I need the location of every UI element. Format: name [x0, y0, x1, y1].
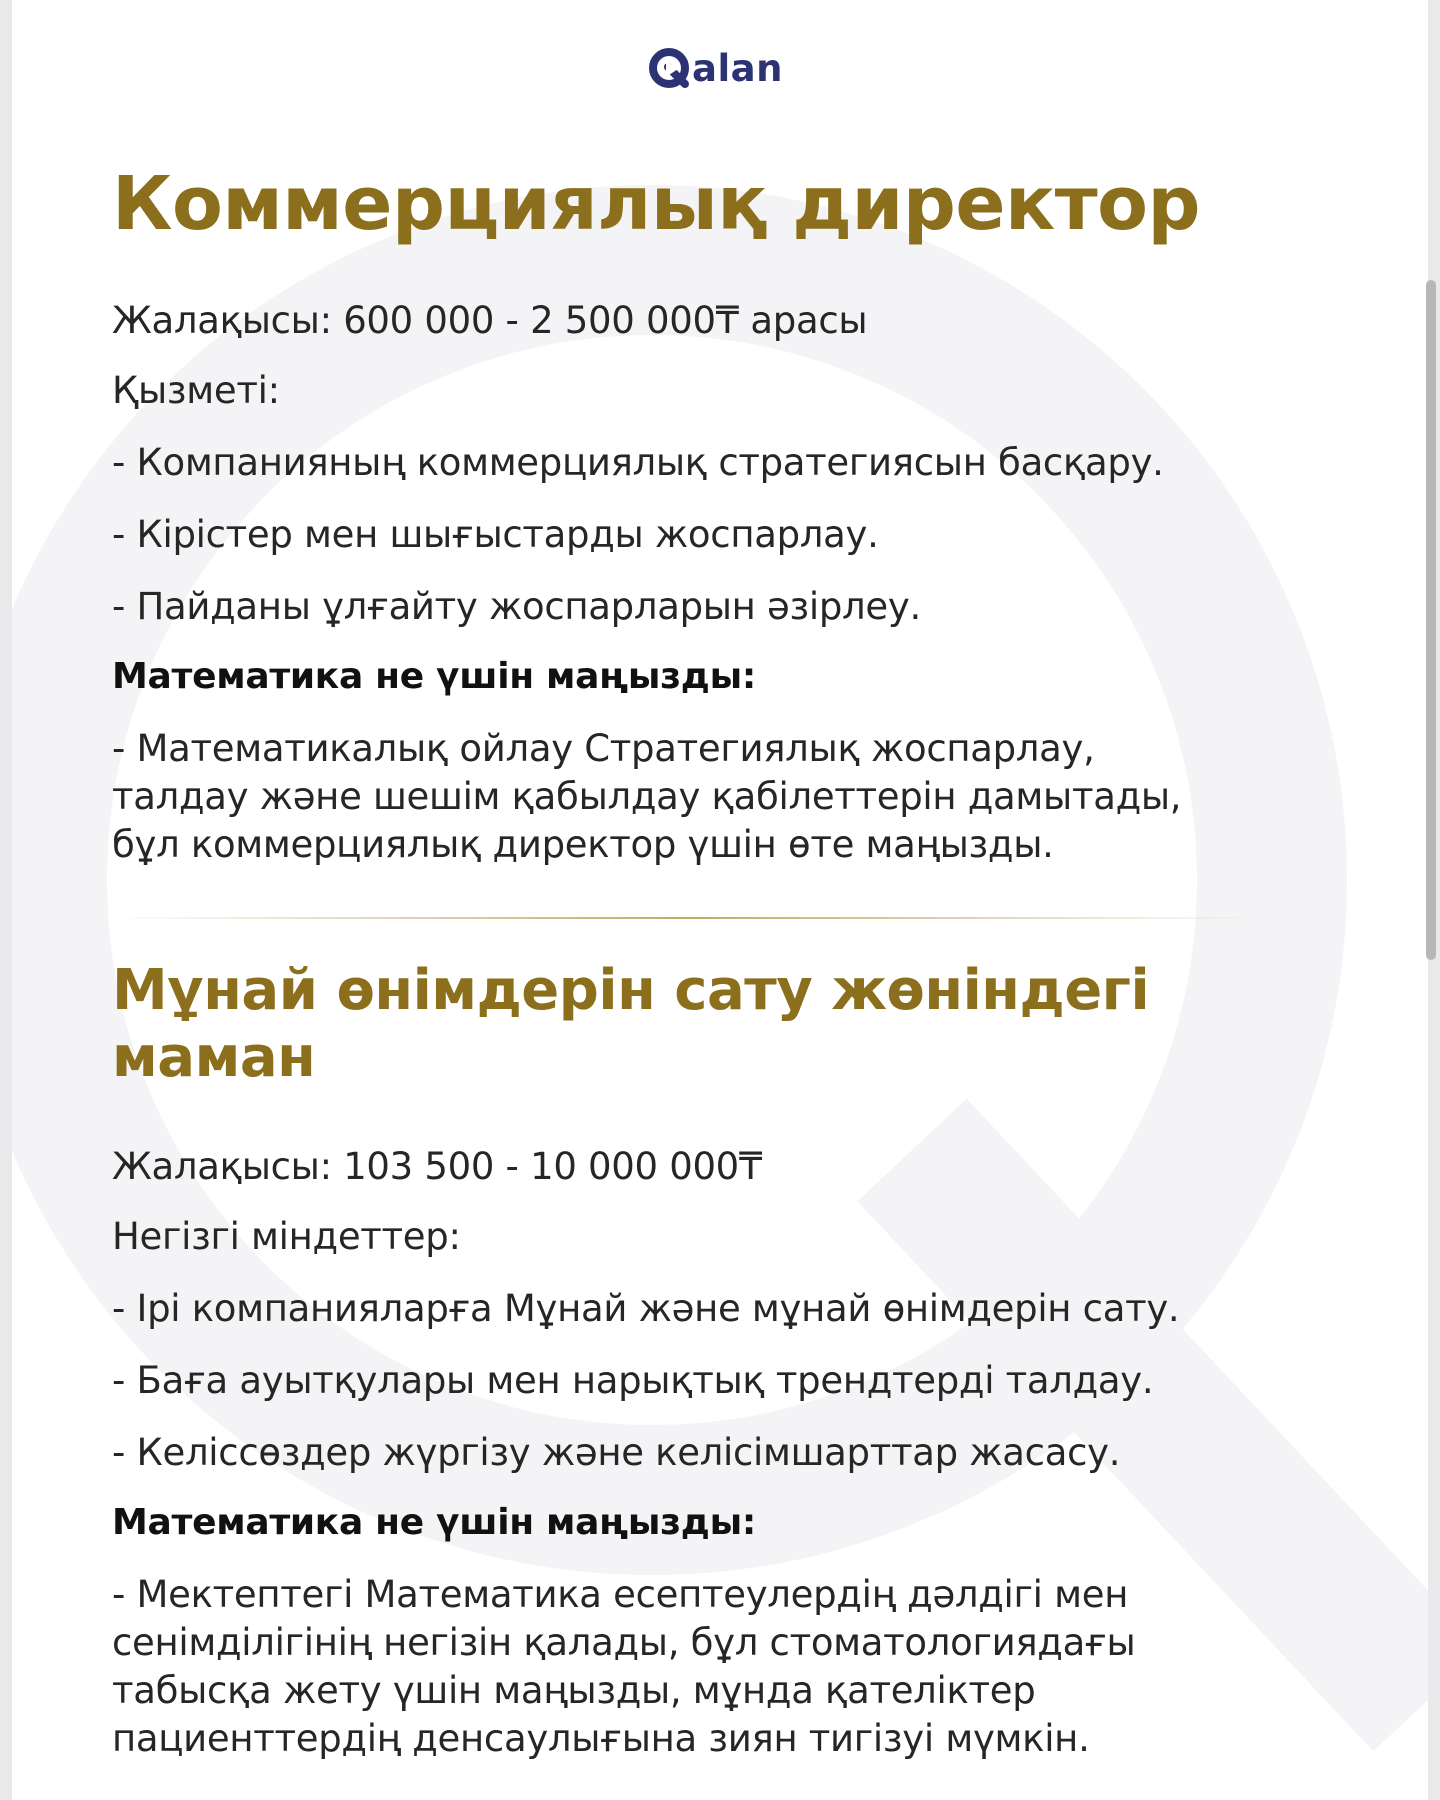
vertical-scrollbar[interactable] — [1426, 280, 1436, 960]
section1-duty-item: - Компанияның коммерциялық стратегиясын басқару. — [112, 440, 1164, 484]
section2-math-line: пациенттердің денсаулығына зиян тигізуі мүмкін. — [112, 1717, 1090, 1761]
section1-math-heading: Математика не үшін маңызды: — [112, 655, 756, 697]
section2-math-line: сенімділігінің негізін қалады, бұл стоматологиядағы — [112, 1621, 1136, 1665]
brand-logo — [648, 40, 783, 96]
section1-salary: Жалақысы: 600 000 - 2 500 000₸ арасы — [112, 298, 868, 342]
section1-duties-heading: Қызметі: — [112, 368, 280, 412]
section2-duty-item: - Баға ауытқулары мен нарықтық трендтерді талдау. — [112, 1359, 1154, 1403]
section2-duties-heading: Негізгі міндеттер: — [112, 1215, 461, 1259]
section2-salary: Жалақысы: 103 500 - 10 000 000₸ — [112, 1145, 763, 1189]
section1-math-line: - Математикалық ойлау Стратегиялық жоспарлау, — [112, 726, 1095, 770]
section2-math-line: табысқа жету үшін маңызды, мұнда қателіктер — [112, 1669, 1036, 1713]
section2-math-heading: Математика не үшін маңызды: — [112, 1502, 756, 1544]
section2-duty-item: - Ірі компанияларға Мұнай және мұнай өнімдерін сату. — [112, 1287, 1180, 1331]
main-content — [112, 160, 1292, 1763]
section1-math-line: талдау және шешім қабылдау қабілеттерін дамытады, — [112, 774, 1182, 818]
section2-title: Мұнай өнімдерін сату жөніндегі маман — [112, 957, 1150, 1090]
section1-math-line: бұл коммерциялық директор үшін өте маңызды. — [112, 822, 1054, 866]
section1-title: Коммерциялық директор — [112, 161, 1200, 247]
qalan-logo-icon — [648, 47, 690, 89]
section2-duty-item: - Келіссөздер жүргізу және келісімшарттар жасасу. — [112, 1431, 1121, 1475]
logo-text: alan — [692, 46, 783, 90]
section1-duty-item: - Кірістер мен шығыстарды жоспарлау. — [112, 512, 879, 556]
section2-math-line: - Мектептегі Математика есептеулердің дәлдігі мен — [112, 1573, 1129, 1617]
section1-duty-item: - Пайданы ұлғайту жоспарларын әзірлеу. — [112, 584, 921, 628]
page — [12, 0, 1428, 1800]
